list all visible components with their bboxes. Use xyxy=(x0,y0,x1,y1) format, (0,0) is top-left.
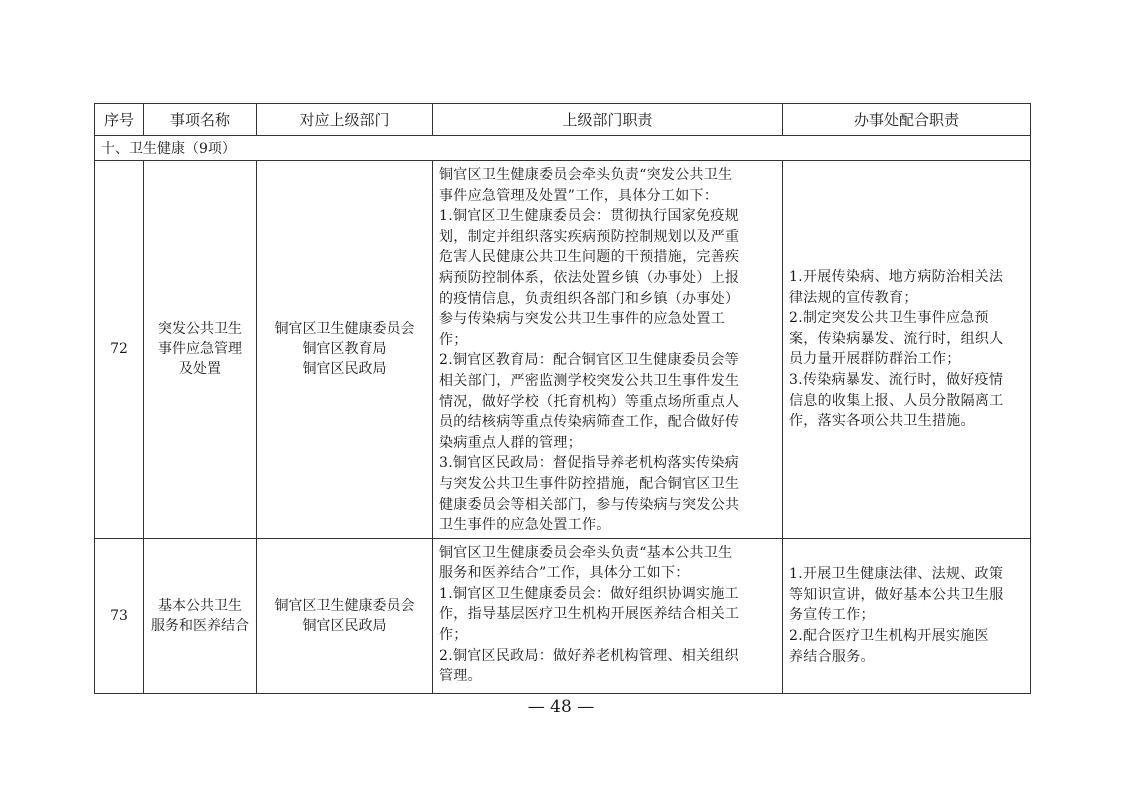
text-line: 信息的收集上报、人员分散隔离工 xyxy=(789,392,1004,409)
text-line: 及处置 xyxy=(179,361,221,378)
text-line: 的疫情信息，负责组织各部门和乡镇（办事处） xyxy=(439,290,740,307)
text-line: 务宣传工作； xyxy=(789,607,875,624)
page-number: — 48 — xyxy=(527,697,595,717)
text-line: 2.铜官区教育局：配合铜官区卫生健康委员会等 xyxy=(439,352,739,369)
header-superior-duties: 上级部门职责 xyxy=(433,104,783,136)
item-name xyxy=(144,161,257,539)
text-line: 员的结核病等重点传染病筛查工作，配合做好传 xyxy=(439,414,740,431)
text-line: 服务和医养结合”工作，具体分工如下： xyxy=(439,565,690,582)
text-line: 等知识宣讲，做好基本公共卫生服 xyxy=(789,586,1004,603)
text-line: 病预防控制体系，依法处置乡镇（办事处）上报 xyxy=(439,269,740,286)
text-line: 突发公共卫生 xyxy=(158,321,242,338)
text-line: 管理。 xyxy=(439,668,482,685)
text-line: 案，传染病暴发、流行时，组织人 xyxy=(789,330,1004,347)
text-line: 危害人民健康公共卫生问题的干预措施，完善疾 xyxy=(439,249,740,266)
text-line: 1.铜官区卫生健康委员会：做好组织协调实施工 xyxy=(439,585,739,602)
text-line: 铜官区卫生健康委员会牵头负责“基本公共卫生 xyxy=(439,544,733,561)
text-line: 养结合服务。 xyxy=(789,648,875,665)
text-line: 作，落实各项公共卫生措施。 xyxy=(789,413,975,430)
text-line: 2.配合医疗卫生机构开展实施医 xyxy=(789,627,989,644)
table-row xyxy=(95,161,1031,539)
row-number: 72 xyxy=(95,161,144,539)
table-row xyxy=(95,538,1031,693)
text-line: 铜官区卫生健康委员会 xyxy=(274,597,415,614)
text-line: 染病重点人群的管理； xyxy=(439,434,582,451)
row-number: 73 xyxy=(95,538,144,693)
text-line: 铜官区卫生健康委员会 xyxy=(274,321,415,338)
text-line: 作； xyxy=(439,627,468,644)
section-row xyxy=(95,136,1031,161)
text-line: 铜官区民政局 xyxy=(302,617,387,634)
text-line: 基本公共卫生 xyxy=(158,597,242,614)
text-line: 铜官区教育局 xyxy=(302,341,387,358)
text-line: 员力量开展群防群治工作； xyxy=(789,351,961,368)
text-line: 2.铜官区民政局：做好养老机构管理、相关组织 xyxy=(439,647,739,664)
text-line: 1.开展卫生健康法律、法规、政策 xyxy=(789,566,1004,583)
text-line: 事件应急管理及处置”工作，具体分工如下： xyxy=(439,187,719,204)
text-line: 健康委员会等相关部门，参与传染病与突发公共 xyxy=(439,496,740,513)
text-line: 事件应急管理 xyxy=(158,341,242,358)
text-line: 2.制定突发公共卫生事件应急预 xyxy=(789,310,989,327)
text-line: 1.开展传染病、地方病防治相关法 xyxy=(789,268,1004,285)
table-header-row xyxy=(95,104,1031,136)
text-line: 相关部门，严密监测学校突发公共卫生事件发生 xyxy=(439,372,740,389)
superior-duties xyxy=(433,161,783,539)
text-line: 铜官区民政局 xyxy=(302,361,387,378)
header-office-duties: 办事处配合职责 xyxy=(783,104,1031,136)
text-line: 与突发公共卫生事件防控措施，配合铜官区卫生 xyxy=(439,475,740,492)
office-duties xyxy=(783,538,1031,693)
text-line: 3.传染病暴发、流行时，做好疫情 xyxy=(789,371,1004,388)
header-no: 序号 xyxy=(95,104,144,136)
text-line: 服务和医养结合 xyxy=(151,617,249,634)
text-line: 卫生事件的应急处置工作。 xyxy=(439,517,611,534)
office-duties xyxy=(783,161,1031,539)
text-line: 3.铜官区民政局：督促指导养老机构落实传染病 xyxy=(439,455,739,472)
text-line: 作； xyxy=(439,331,468,348)
text-line: 参与传染病与突发公共卫生事件的应急处置工 xyxy=(439,311,725,328)
text-line: 作，指导基层医疗卫生机构开展医养结合相关工 xyxy=(439,606,740,623)
header-item-name: 事项名称 xyxy=(144,104,257,136)
text-line: 1.铜官区卫生健康委员会：贯彻执行国家免疫规 xyxy=(439,208,739,225)
text-line: 划，制定并组织落实疾病预防控制规划以及严重 xyxy=(439,228,740,245)
section-title: 十、卫生健康（9项） xyxy=(95,136,1031,161)
superior-depts xyxy=(257,161,433,539)
text-line: 情况，做好学校（托育机构）等重点场所重点人 xyxy=(439,393,740,410)
responsibility-table xyxy=(94,103,1031,694)
text-line: 铜官区卫生健康委员会牵头负责“突发公共卫生 xyxy=(439,167,733,183)
header-superior-dept: 对应上级部门 xyxy=(257,104,433,136)
text-line: 律法规的宣传教育； xyxy=(789,289,918,306)
superior-depts xyxy=(257,538,433,693)
superior-duties xyxy=(433,538,783,693)
item-name xyxy=(144,538,257,693)
